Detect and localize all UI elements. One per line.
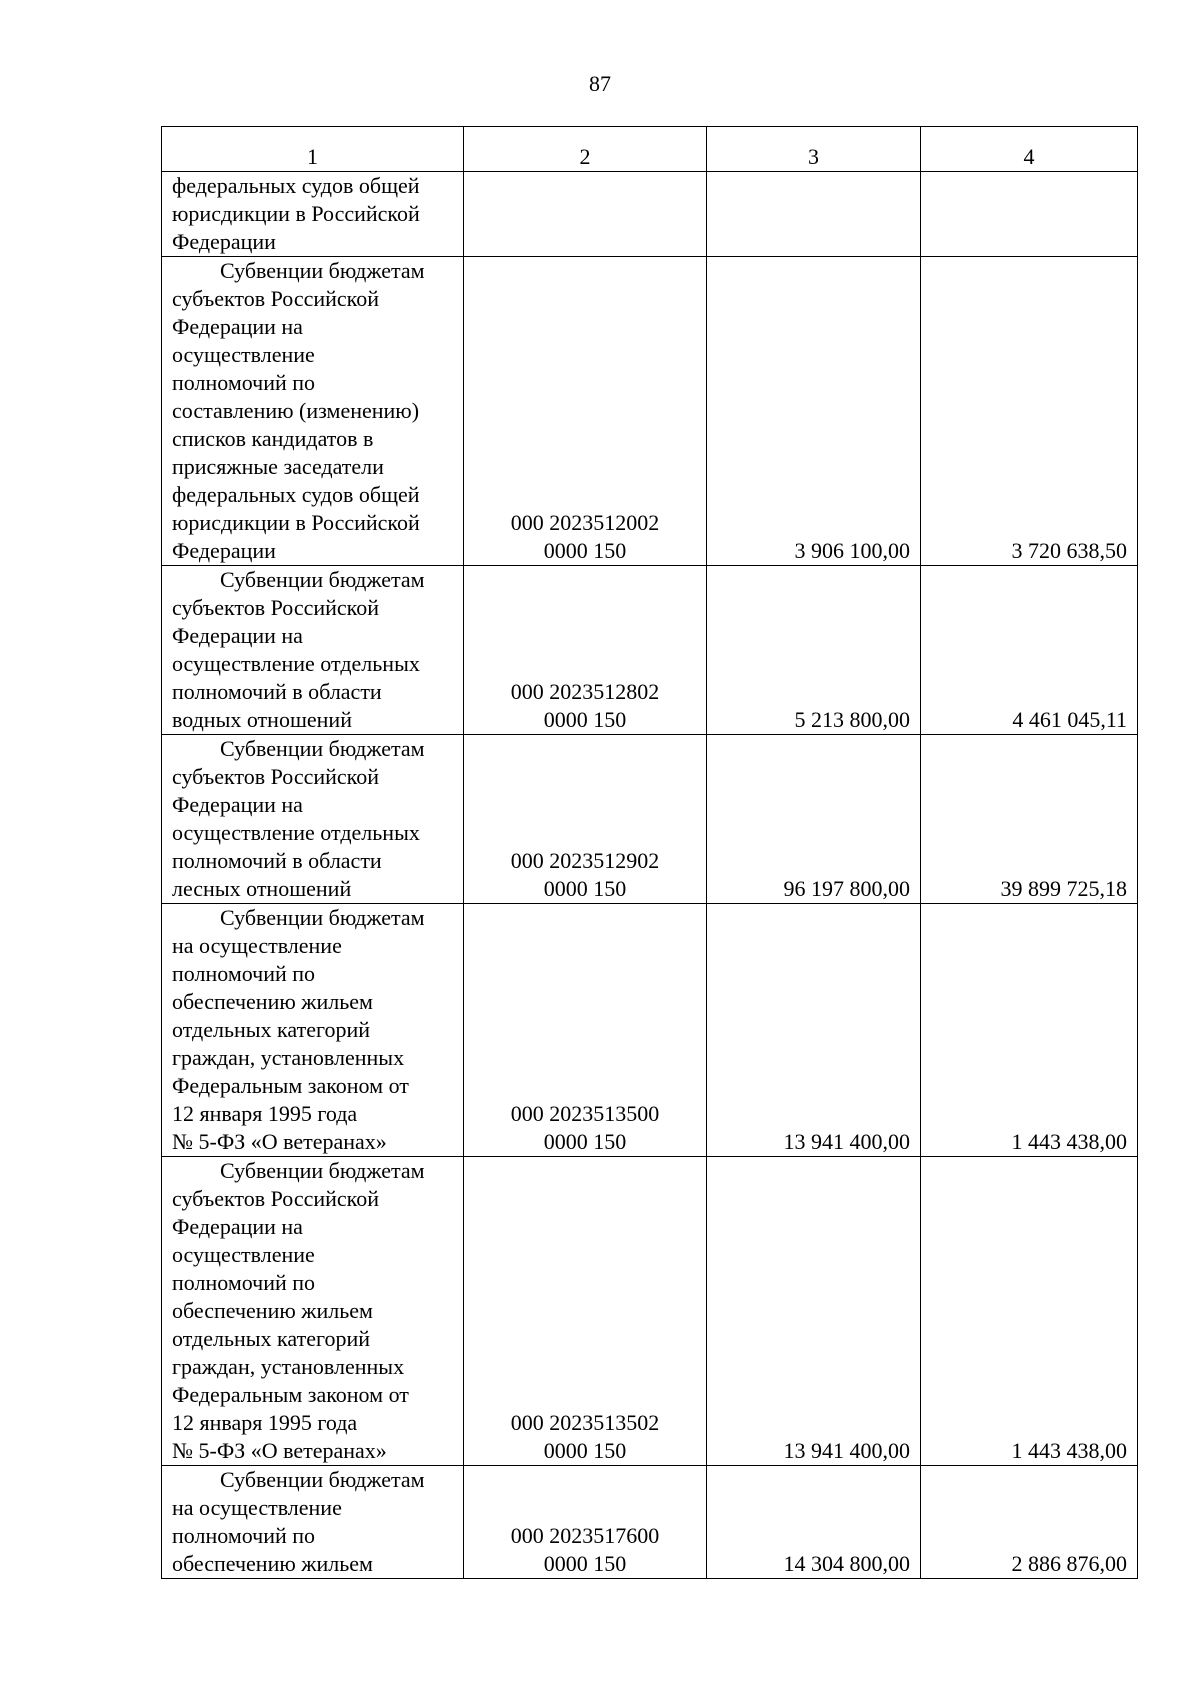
row-name-text: федеральных судов общей юрисдикции в Российской Федерации [172, 173, 420, 254]
row-code-cell: 000 2023513500 0000 150 [464, 904, 707, 1157]
row-name-cell [162, 1466, 464, 1579]
table-row [162, 172, 1138, 257]
row-code-cell: 000 2023517600 0000 150 [464, 1466, 707, 1579]
row-name-text: Субвенции бюджетам субъектов Российской Федерации на осуществление полномочий по обеспечению жильем отдельных категорий граждан, установленных Федеральным законом от 12 января 1995 года № 5-ФЗ «О ветеранах» [172, 1158, 425, 1463]
row-name-text: Субвенции бюджетам субъектов Российской Федерации на осуществление отдельных полномочий в области лесных отношений [172, 736, 425, 901]
row-code-cell: 000 2023512902 0000 150 [464, 735, 707, 904]
row-code-cell: 000 2023512802 0000 150 [464, 566, 707, 735]
row-plan-cell: 13 941 400,00 [707, 904, 921, 1157]
row-fact-cell: 3 720 638,50 [921, 257, 1138, 566]
row-code-cell: 000 2023512002 0000 150 [464, 257, 707, 566]
row-plan-cell: 3 906 100,00 [707, 257, 921, 566]
row-name-text: Субвенции бюджетам субъектов Российской Федерации на осуществление отдельных полномочий в области водных отношений [172, 567, 425, 732]
row-fact-cell: 39 899 725,18 [921, 735, 1138, 904]
row-plan-cell: 14 304 800,00 [707, 1466, 921, 1579]
row-code-cell: 000 2023513502 0000 150 [464, 1157, 707, 1466]
budget-table [161, 126, 1138, 1579]
row-fact-cell: 2 886 876,00 [921, 1466, 1138, 1579]
table-row [162, 257, 1138, 566]
page-number: 87 [589, 71, 611, 96]
row-name-text: Субвенции бюджетам на осуществление полномочий по обеспечению жильем отдельных категорий граждан, установленных Федеральным законом от 12 января 1995 года № 5-ФЗ «О ветеранах» [172, 905, 425, 1154]
row-fact-cell: 4 461 045,11 [921, 566, 1138, 735]
row-plan-cell: 13 941 400,00 [707, 1157, 921, 1466]
column-header-4: 4 [921, 127, 1138, 172]
row-plan-cell: 5 213 800,00 [707, 566, 921, 735]
row-fact-cell [921, 172, 1138, 257]
table-body [162, 172, 1138, 1579]
row-name-cell [162, 257, 464, 566]
row-plan-cell [707, 172, 921, 257]
column-header-3: 3 [707, 127, 921, 172]
table-row [162, 1157, 1138, 1466]
row-name-cell [162, 735, 464, 904]
table-row [162, 904, 1138, 1157]
row-plan-cell: 96 197 800,00 [707, 735, 921, 904]
row-fact-cell: 1 443 438,00 [921, 904, 1138, 1157]
table-row [162, 735, 1138, 904]
row-name-text: Субвенции бюджетам на осуществление полномочий по обеспечению жильем [172, 1467, 425, 1576]
row-name-text: Субвенции бюджетам субъектов Российской Федерации на осуществление полномочий по составлению (изменению) списков кандидатов в присяжные заседатели федеральных судов общей юрисдикции в Российской Федерации [172, 258, 425, 563]
column-header-2: 2 [464, 127, 707, 172]
row-name-cell [162, 172, 464, 257]
row-fact-cell: 1 443 438,00 [921, 1157, 1138, 1466]
row-name-cell [162, 1157, 464, 1466]
row-name-cell [162, 904, 464, 1157]
table-header-row [162, 127, 1138, 172]
column-header-1: 1 [162, 127, 464, 172]
row-name-cell [162, 566, 464, 735]
row-code-cell [464, 172, 707, 257]
table-row [162, 1466, 1138, 1579]
table-row [162, 566, 1138, 735]
